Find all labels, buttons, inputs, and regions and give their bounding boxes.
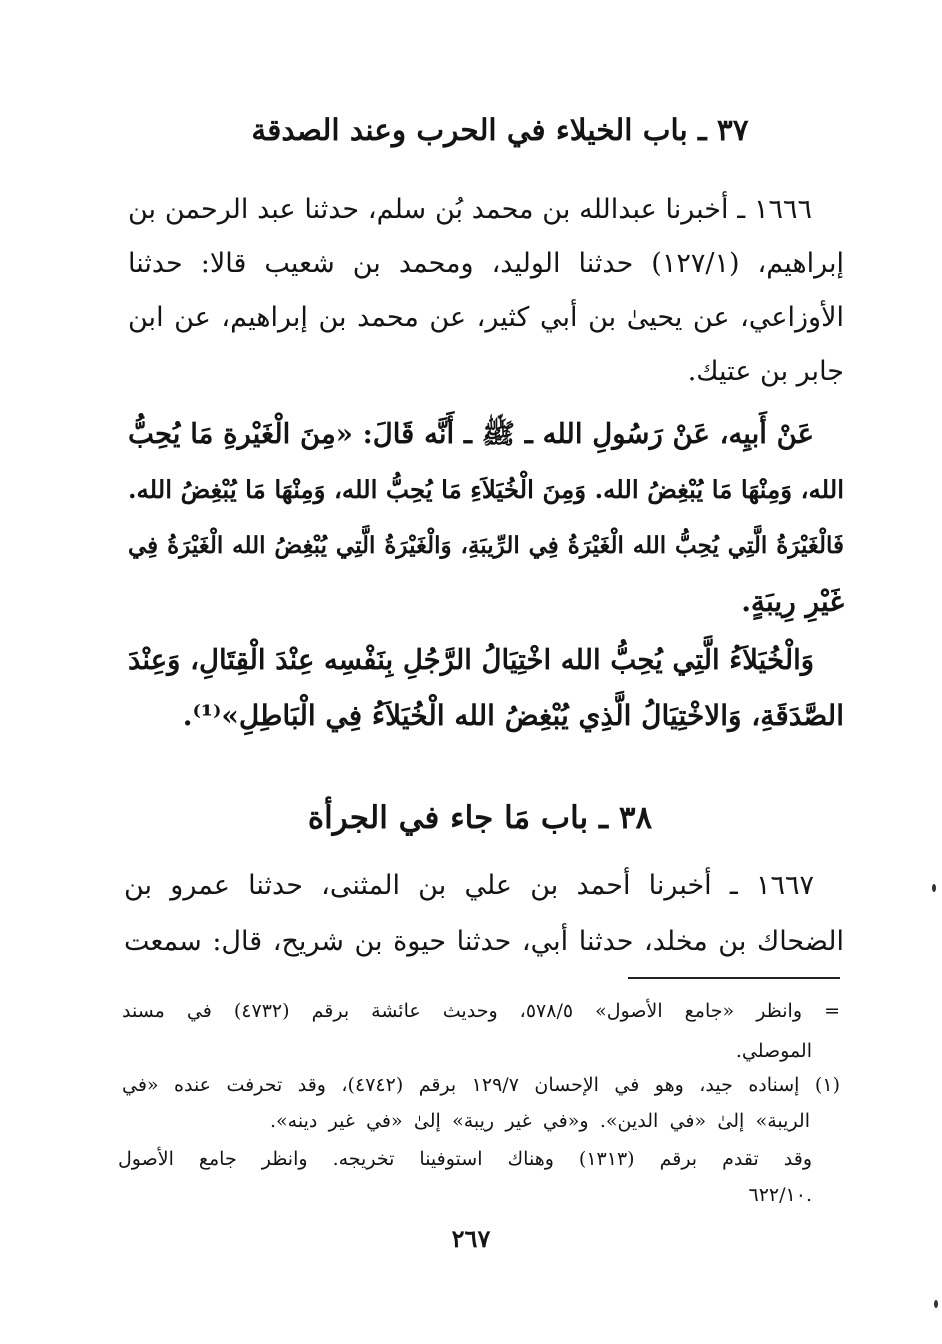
hadith-line: الصَّدَقَةِ، وَالاخْتِيَالُ الَّذِي يُبْغِضُ الله الْخُيَلاَءُ فِي الْبَاطِلِ»⁽¹⁾. xyxy=(182,699,844,732)
page-number: ٢٦٧ xyxy=(451,1224,491,1253)
footnote-line: (١) إسناده جيد، وهو في الإحسان ١٢٩/٧ برقم (٤٧٤٢)، وقد تحرفت عنده «في xyxy=(122,1074,840,1096)
chapter-38-heading: ٣٨ ـ باب مَا جاء في الجرأة xyxy=(307,800,653,836)
hadith-line: الله، وَمِنْهَا مَا يُبْغِضُ الله. وَمِنَ الْخُيَلاَءِ مَا يُحِبُّ الله، وَمِنْهَا مَا يُبْغِضُ الله. xyxy=(128,475,844,504)
footnote-line: الموصلي. xyxy=(735,1040,812,1062)
hadith-line: عَنْ أَبيِه، عَنْ رَسُولِ الله ـ ﷺ ـ أَنَّه قَالَ: «مِنَ الْغَيْرةِ مَا يُحِبُّ xyxy=(128,418,814,450)
isnad-line: ١٦٦٧ ـ أخبرنا أحمد بن علي بن المثنى، حدثنا عمرو بن xyxy=(124,870,814,901)
isnad-line: ١٦٦٦ ـ أخبرنا عبدالله بن محمد بُن سلم، حدثنا عبد الرحمن بن xyxy=(128,194,812,225)
isnad-line: إبراهيم، (١٢٧/١) حدثنا الوليد، ومحمد بن شعيب قالا: حدثنا xyxy=(128,248,844,279)
footnote-line: الريبة» إلىٰ «في الدين». و«في غير ريبة» إلىٰ «في غير دينه». xyxy=(270,1110,810,1132)
footnote-line: وقد تقدم برقم (١٣١٣) وهناك استوفينا تخريجه. وانظر جامع الأصول xyxy=(118,1148,812,1170)
chapter-37-heading: ٣٧ ـ باب الخيلاء في الحرب وعند الصدقة xyxy=(251,112,749,147)
footnote-line: = وانظر «جامع الأصول» ٥٧٨/٥، وحديث عائشة برقم (٤٧٣٢) في مسند xyxy=(122,1000,840,1022)
scan-speck xyxy=(932,884,936,892)
hadith-line: وَالْخُيَلاَءُ الَّتِي يُحِبُّ الله اخْتِيَالُ الرَّجُلِ بِنَفْسِه عِنْدَ الْقِتَالِ، وَعِنْدَ xyxy=(128,644,814,676)
isnad-line: الأوزاعي، عن يحيىٰ بن أبي كثير، عن محمد بن إبراهيم، عن ابن xyxy=(128,302,844,333)
hadith-line: فَالْغَيْرَةُ الَّتِي يُحِبُّ الله الْغَيْرَةُ فِي الرِّيبَةِ، وَالْغَيْرَةُ الَّتِي يُبْغِضُ الله الْغَيْرَةُ فِي xyxy=(128,532,844,559)
hadith-line: غَيْرِ رِيبَةٍ. xyxy=(741,585,844,618)
footnote-line: .٦٢٢/١٠ xyxy=(748,1184,812,1206)
isnad-line: جابر بن عتيك. xyxy=(687,356,844,387)
scan-speck xyxy=(934,1300,938,1308)
footnote-separator xyxy=(628,977,840,979)
isnad-line: الضحاك بن مخلد، حدثنا أبي، حدثنا حيوة بن شريح، قال: سمعت xyxy=(124,926,844,957)
